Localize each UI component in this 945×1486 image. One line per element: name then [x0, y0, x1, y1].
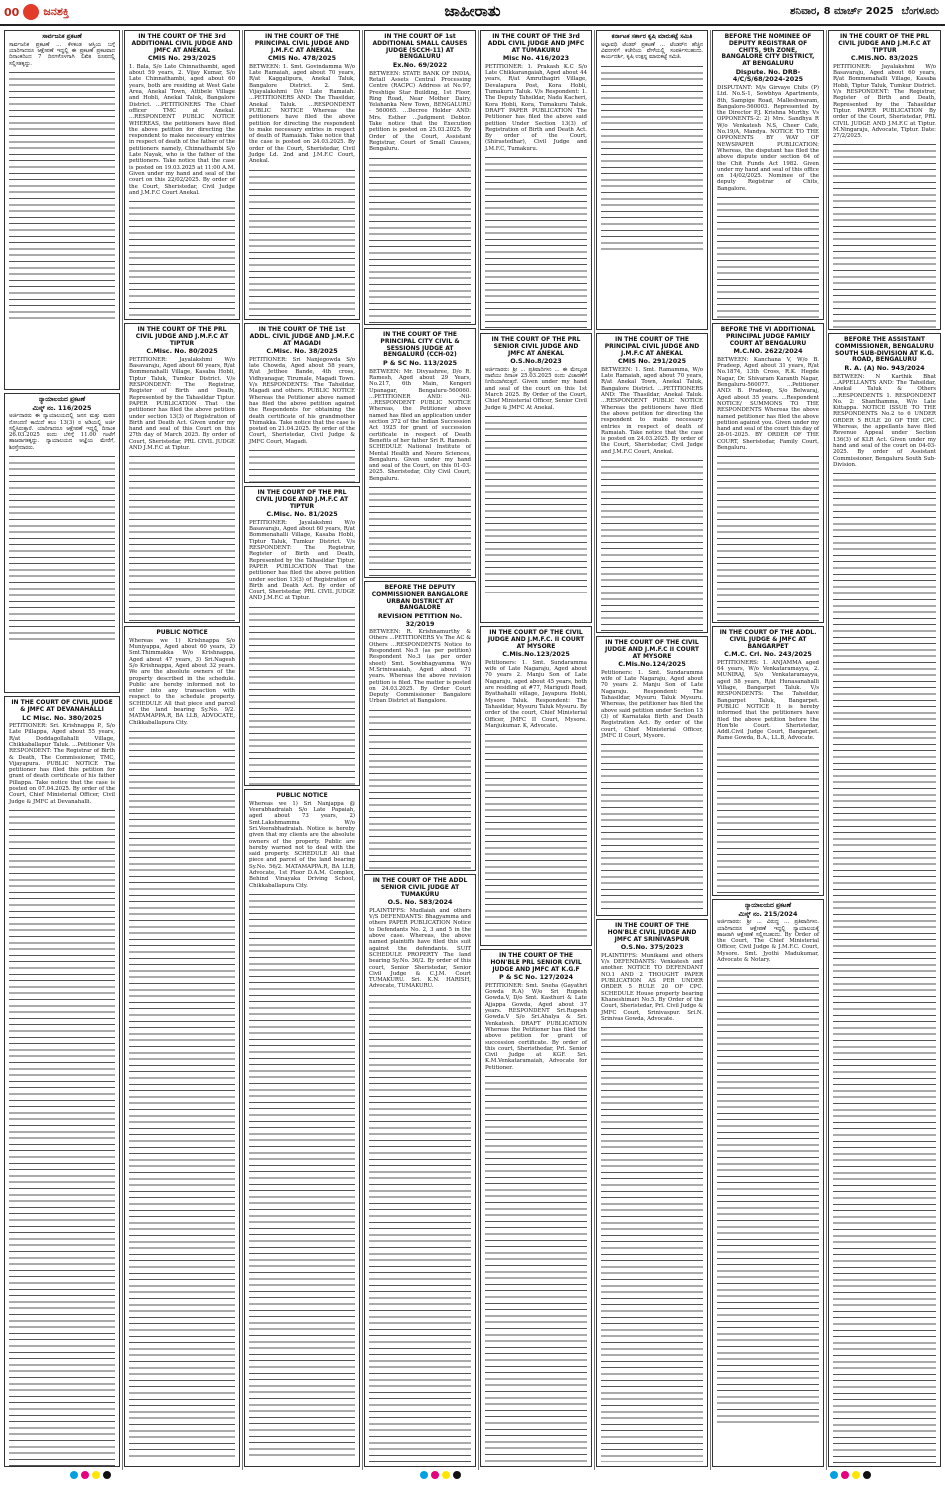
case-number: R. A. (A) No. 943/2024 — [844, 364, 925, 373]
fine-print-lines — [601, 741, 703, 911]
column-rule — [242, 30, 243, 1470]
column-rule — [594, 30, 595, 1470]
legal-notice — [244, 789, 360, 1467]
case-number: CMIS No. 291/2025 — [617, 357, 687, 366]
case-number: C.Misc. No. 80/2025 — [146, 347, 218, 356]
fine-print-lines — [249, 891, 355, 1459]
notice-body: BETWEEN: 1. Smt. Ramamma, W/o Late Ramaiah, aged about 70 years, R/at Anekal Town, Anekal Taluk, Bangalore District. ...PETITIONERS AND: The Thasildar, Anekal Taluk. ...RESPONDENT PUBLIC NOTICE Whereas the petitioners have filed the above petition for directing the respondent to make necessary entries in respect of death of Ramaiah. Take notice that the case is posted on 24.03.2025. By order of the Court, Sheristedar, Civil Judge and J.M.F.C Court, Anekal. — [601, 366, 703, 455]
registration-marks-right — [830, 1471, 871, 1479]
case-number: ಮಿಸ್ಕ್ ನಂ. 215/2024 — [738, 909, 798, 918]
legal-notice — [244, 30, 360, 320]
column-rule — [362, 30, 363, 1470]
notice-body: BETWEEN: N Karthik Bhat ...APPELLANTS AND: The Tahsildar, Anekal Taluk & Others ...RESPONDENTS 1. RESPONDENT No. 2: Shanthamma, W/o Late Kittappa. NOTICE ISSUE TO THE RESPONDENTS No.2 to 6 UNDER ORDER 5 RULE 20 OF THE CPC. Whereas, the appellants have filed Revenue Appeal under Section 136(3) of KLR Act. Given under my hand and seal of the court on 04-03-2025. By order of Assistant Commissioner, Bengaluru South Sub-Division. — [833, 373, 936, 468]
legal-notice — [712, 30, 824, 320]
court-heading: ಕರ್ನಾಟಕ ಸರ್ಕಾರ ಕೃಷಿ ಮಾರುಕಟ್ಟೆ ಸಮಿತಿ — [611, 33, 693, 40]
case-number: P & SC No. 127/2024 — [498, 973, 574, 982]
court-heading: IN THE COURT OF THE 1st ADDL. CIVIL JUDGE AND J.M.F.C AT MAGADI — [249, 326, 355, 347]
legal-notice — [244, 486, 360, 786]
registration-marks-left — [70, 1471, 111, 1479]
court-heading: IN THE COURT OF THE ADDL. CIVIL JUDGE & JMFC AT BANGARPET — [719, 629, 817, 650]
legal-notice — [364, 581, 476, 871]
legal-notice — [712, 899, 824, 1467]
fine-print-lines — [129, 728, 235, 1459]
court-heading: ಸಾರ್ವಜನಿಕ ಪ್ರಕಟಣೆ — [42, 33, 82, 40]
case-number: C.Mis.No.124/2025 — [618, 660, 686, 669]
legal-notice — [244, 323, 360, 483]
case-number: CMIS No. 478/2025 — [267, 54, 337, 63]
court-heading: IN THE COURT OF 1st ADDITIONAL SMALL CAUSES JUDGE (SCCH-11) AT BENGALURU — [372, 33, 468, 61]
case-number: C.Misc. No. 81/2025 — [266, 510, 338, 519]
legal-notice — [828, 30, 941, 330]
court-heading: BEFORE THE VI ADDITIONAL PRINCIPAL JUDGE FAMILY COURT AT BENGALURU — [720, 326, 816, 347]
notice-body: BETWEEN: Mr. Divyashree, D/o R. Ramesh, Aged about 29 Years, No.217, 6th Main, Kengeri Upanagar, Bengaluru-560060. ...PETITIONER AND: -Nil- ...RESPONDENT PUBLIC NOTICE Whereas, the Petitioner above named has filed an application under section 372 of the Indian Succession Act 1925 for grant of succession certificate in respect of Death Benefits of her father Sri R. Ramesh. SCHEDULE National Institute of Mental Health and Neuro Sciences, Bengaluru. Given under my hand and seal of the Court, on this 01-03-2025. Sheristedar, City Civil Court, Bengaluru. — [369, 368, 471, 482]
notice-body: PETITIONER: Jayalakshmi W/o Basavaraju, Aged about 60 years, R/at Bommenahalli Village, Kasaba Hobli, Tiptur Taluk, Tumkur District. V/s RESPONDENT: The Registrar, Register of Birth and Death, Represented by the Tahasildar Tiptur. PAPER PUBLICATION That the petitioner has filed the above petition under section 13(3) of Registration of Birth and Death Act. By order of Court, Sheristedar, PRL CIVIL JUDGE AND J.M.F.C at Tiptur. — [249, 519, 355, 602]
column-3 — [244, 30, 360, 1470]
legal-notice — [596, 636, 708, 916]
legal-notice — [712, 323, 824, 623]
court-heading: BEFORE THE ASSISTANT COMMISSIONER, BENGALURU SOUTH SUB-DIVISION AT K.G. ROAD, BENGALURU — [834, 336, 935, 364]
legal-notice — [480, 626, 592, 946]
fine-print-lines — [369, 992, 471, 1467]
court-heading: IN THE COURT OF THE PRL CIVIL JUDGE AND J.M.F.C AT TIPTUR — [255, 489, 349, 510]
column-7 — [712, 30, 824, 1470]
notice-body: PETITIONER: Smt. Sneha (Gayathri Gowda R.A) W/o Sri Rupesh Gowda.V, D/o Smt. Kasthuri & Late Ajjappa Gowda, Aged about 37 years. RESPONDENT Sri.Rupesh Gowda.V S/o Sri.Ahalya & Sri. Venkatesh. DRAFT PUBLICATION Whereas the Petitioner has filed the above petition for grant of succession certificate. By order of this court, Sheristhedar, Prl. Senior Civil Judge at KGF. Sri. K.M.Venkataramaiah, Advocate for Petitioner. — [485, 982, 587, 1071]
case-number: O.S.No. 375/2023 — [620, 943, 684, 952]
fine-print-lines — [9, 453, 115, 643]
notice-body: PETITIONERS: 1. ANJAMMA aged 64 years, W/o Venkataramayya, 2. MUNIRAJ, S/o Venkataramayya, aged 58 years, R/at Hunasanahalli Village, Bangarpet Taluk. V/s RESPONDENTS: The Tahsildar, Bangarpet Taluk, Bangarpet. PUBLIC NOTICE It is hereby informed that the petitioners have filed the above petition before the Hon'ble Court. Sheristedar, Addl.Civil Judge Court, Bangarpet. Rame Gowda, B.A., LL.B, Advocate. — [717, 659, 819, 742]
legal-notice — [124, 626, 240, 1467]
legal-notice — [4, 696, 120, 1467]
notice-body: ಅರ್ಜಿದಾರರು ಈ ನ್ಯಾಯಾಲಯದಲ್ಲಿ ಜನನ ಮತ್ತು ಮರಣ ನೋಂದಣಿ ಕಾಯಿದೆ ಕಲಂ 13(3) ರ ಅಡಿಯಲ್ಲಿ ಅರ್ಜಿ ಸಲ್ಲಿಸಿರುತ್ತಾರೆ. ಯಾರಿಗಾದರೂ ಆಕ್ಷೇಪಣೆ ಇದ್ದಲ್ಲಿ ದಿನಾಂಕ 26.03.2025 ರಂದು ಬೆಳಿಗ್ಗೆ 11.00 ಗಂಟೆಗೆ ಹಾಜರಾಗತಕ್ಕದ್ದು. ನ್ಯಾಯಾಲಯದ ಆಜ್ಞೆಯ ಮೇರೆಗೆ, ಶಿರಸ್ತೇದಾರರು. — [9, 413, 115, 451]
column-rule — [826, 30, 827, 1470]
fine-print-lines — [601, 457, 703, 633]
court-heading: ನ್ಯಾಯಾಲಯದ ಪ್ರಕಟಣೆ — [38, 396, 86, 403]
column-6 — [596, 30, 708, 1470]
fine-print-lines — [717, 453, 819, 623]
legal-notice — [480, 30, 592, 330]
case-number: C.M.C. Crl. No. 243/2025 — [724, 650, 812, 659]
court-heading: IN THE COURT OF THE PRL CIVIL JUDGE AND J.M.F.C AT TIPTUR — [838, 33, 931, 54]
fine-print-lines — [369, 484, 471, 578]
court-heading: IN THE COURT OF THE ADDL SENIOR CIVIL JUDGE AT TUMAKURU — [372, 877, 468, 898]
case-number: C.MIS.NO. 83/2025 — [850, 54, 919, 63]
case-number: Dispute. No. DRB-4/C/S/68/2024-2025 — [732, 67, 804, 84]
court-heading: IN THE COURT OF THE HON'BLE CIVIL JUDGE AND JMFC AT SRINIVASPUR — [607, 922, 697, 943]
notice-body: PETITIONER: Jayalakshmi W/o Basavaraju, Aged about 60 years, R/at Bommenahalli Village, Kasaba Hobli, Tiptur Taluk, Tumkur District. V/s RESPONDENT: The Registrar, Register of Birth and Death, Represented by the Tahasildar Tiptur. PAPER PUBLICATION By order of the Court, Sheristedar, PRL CIVIL JUDGE AND J.M.F.C at Tiptur. M.Ningaraju, Advocate, Tiptur. Date: 27/2/2025. — [833, 63, 936, 140]
court-heading: IN THE COURT OF CIVIL JUDGE & JMFC AT DEVANAHALLI — [11, 699, 113, 713]
court-heading: IN THE COURT OF THE PRL SENIOR CIVIL JUDGE AND JMFC AT ANEKAL — [491, 336, 581, 357]
legal-notice — [596, 30, 708, 330]
case-number: O.S.No.8/2023 — [510, 357, 562, 366]
case-number: P & SC No. 113/2025 — [382, 359, 458, 368]
case-number: O.S. No. 583/2024 — [387, 898, 453, 907]
column-5 — [480, 30, 592, 1470]
court-heading: PUBLIC NOTICE — [156, 629, 208, 636]
legal-notice — [124, 30, 240, 320]
column-1 — [4, 30, 120, 1470]
fine-print-lines — [601, 1024, 703, 1462]
case-number: M.C.NO. 2622/2024 — [733, 347, 803, 356]
legal-notice — [4, 30, 120, 390]
printer-marks — [0, 1472, 945, 1482]
court-heading: BEFORE THE NOMINEE OF DEPUTY REGISTRAR OF CHITS, 9th ZONE, BANGALORE CITY DISTRICT, AT BENGALURU — [721, 33, 815, 68]
column-8 — [828, 30, 941, 1470]
legal-notice — [596, 919, 708, 1467]
fine-print-lines — [249, 604, 355, 786]
notice-body: PETITIONER: Sri Nanjegowda S/o late Chowda, Aged about 58 years, R/at Jetthee Bande, 4th cross, Vidhyanagar, Tirumale, Magadi Town. V/s RESPONDENTS: The Tahsildar, Magadi and others. PUBLIC NOTICE Whereas the Petitioner above named has filed the above petition against the Respondents for obtaining the death certificate of his grandmother Thimakka. Take notice that the case is posted on 21.04.2025. By order of the Court, Sheristedar, Civil Judge & JMFC Court, Magadi. — [249, 356, 355, 445]
notice-body: ಅಲ್ಪಾವಧಿ ಟೆಂಡರ್ ಪ್ರಕಟಣೆ ... ಟೆಂಡರ್‌ನ ಹೆಚ್ಚಿನ ವಿವರಗಳಿಗೆ ಕಚೇರಿಯ ವೇಳೆಯಲ್ಲಿ ಸಂಪರ್ಕಿಸಬಹುದು. ಕಾರ್ಯದರ್ಶಿ, ಕೃಷಿ ಉತ್ಪನ್ನ ಮಾರುಕಟ್ಟೆ ಸಮಿತಿ. — [601, 41, 703, 61]
notice-body: BETWEEN: R. Krishnamurthy & Others ...PETITIONERS Vs The AC & Others ...RESPONDENTS Notice to Respondent No.5 (as per petition) Respondent No.3 (as per order sheet) Smt. Sowbhagyamma W/o M.Srinivasaiah, Aged about 71 years. Whereas the above revision petition is filed. The matter is posted on 24.03.2025. By Order Court Deputy Commissioner Bangalore Urban District at Bangalore. — [369, 629, 471, 705]
issue-date: ಶನಿವಾರ, 8 ಮಾರ್ಚ್ 2025 — [790, 6, 894, 17]
court-heading: IN THE COURT OF THE CIVIL JUDGE AND J.M.F.C II COURT AT MYSORE — [604, 639, 700, 660]
notice-body: Whereas we 1) Krishnappa S/o Muniyappa, Aged about 60 years, 2) Smt.Thimmakka W/o Krishnappa, Aged about 47 years, 3) Sri.Nagesh S/o Krishnappa, Aged about 32 years. We are the absolute owners of the property described in the schedule. Public are hereby informed not to enter into any transaction with respect to the schedule property. SCHEDULE All that piece and parcel of the land bearing Sy.No. 9/2. MATAMAPPA.R, BA LLB, ADVOCATE, Chikkaballapura City. — [129, 637, 235, 726]
column-2 — [124, 30, 240, 1470]
court-heading: IN THE COURT OF THE 3rd ADDITIONAL CIVIL JUDGE AND JMFC AT ANEKAL — [131, 33, 233, 54]
newspaper-name: ಜನಶಕ್ತಿ — [43, 5, 69, 18]
legal-notice — [828, 333, 941, 1467]
fine-print-lines — [717, 744, 819, 896]
page-number: 00 — [4, 5, 20, 19]
column-rule — [478, 30, 479, 1470]
legal-notice — [596, 333, 708, 633]
fine-print-lines — [601, 63, 703, 253]
fine-print-lines — [717, 194, 819, 320]
notice-body: PETITIONER: 1. Prakash K.C S/o Late Chikkarangaiah, Aged about 44 years, R/at Amruthagiri Village, Devalapura Post, Kora Hobli, Tumakuru Taluk. V/s Respondent: 1. The Deputy Tahsildar, Nada Kacheri, Kora Hobli, Kora, Tumakuru Taluk. DRAFT PAPER PUBLICATION The Petitioner has filed the above said petition Under Section 13(3) of Registration of Birth and Death Act. By order of the Court, (Shirastedhar), Civil Judge and J.M.F.C, Tumakuru. — [485, 63, 587, 152]
case-number: CMIS No. 293/2025 — [147, 54, 217, 63]
notice-body: Whereas we 1) Sri Nanjappa @ Veerabhadraiah S/o Late Papaiah, aged about 73 years, 2) Smt.Lakshmamma W/o Sri.Veerabhadraiah. Notice is hereby given that my clients are the absolute owners of the property. Public are hereby warned not to deal with the said property. SCHEDULE All that piece and parcel of the land bearing Sy.No. 56/2. MATAMAPPA.R, BA LLB, Advocate, 1st Floor D.A.M. Complex, Behind Vinayaka Driving School, Chikkaballapura City. — [249, 800, 355, 889]
court-heading: BEFORE THE DEPUTY COMMISSIONER BANGALORE URBAN DISTRICT AT BANGALORE — [371, 584, 469, 612]
notice-body: Petitioners: 1. Smt. Sundaramma wife of Late Nagaraju, Aged about 70 years 2. Manju Son of Late Nagaraju, aged about 45 years, both are residing at #77, Marigudi Road, Byathahalli village, Jayapura Hobli, Mysore Taluk. Respondent: The Tahasildar, Mysuru Taluk Mysuru. By order of the court, Chief Ministerial Officer, JMFC II Court, Mysore. Manjukumar. K, Advocate. — [485, 659, 587, 729]
case-number: C.Misc. No. 38/2025 — [266, 347, 338, 356]
case-number: Misc No. 416/2023 — [502, 54, 570, 63]
court-heading: IN THE COURT OF THE CIVIL JUDGE AND J.M.F.C. II COURT AT MYSORE — [487, 629, 585, 650]
notice-body: BETWEEN: Kanchana V, W/o B. Pradeep, Aged about 31 years, R/at No.1874, 13th Cross, R.K. Hegde Nagar, Dr. Shivaram Karanth Nagar, Bengaluru-560077. ...Petitioner AND: B. Pradeep, S/o Belwaraj, Aged about 35 years. ...Respondent NOTICE/ SUMMONS TO THE RESPONDENTS Whereas the above named petitioner has filed the above petition against you. Given under my hand and seal of the court this day of 28-01-2025. BY ORDER OF THE COURT, Sheristedar, Family Court, Bengaluru. — [717, 356, 819, 452]
notice-body: PLAINTIFFS: Mudlaiah and others V/S DEFENDANTS: Bhagyamma and others PAPER PUBLICATION Notice to Defendants No. 2, 3 and 5 in the above case. Whereas, the above named plaintiffs have filed this suit against the defendants. SUIT SCHEDULE PROPERTY The land bearing Sy.No. 36/2. By order of this court, Senior Sheristedar, Senior Civil Judge & C.J.M. Court TUMAKURU. Sri. K.N. HARISH, Advocate, TUMAKURU. — [369, 907, 471, 990]
fine-print-lines — [9, 807, 115, 1467]
fine-print-lines — [249, 167, 355, 320]
legal-notice — [364, 30, 476, 325]
masthead-right — [790, 6, 939, 17]
legal-notice — [480, 949, 592, 1467]
court-heading: IN THE COURT OF THE 3rd ADDL CIVIL JUDGE AND JMFC AT TUMAKURU — [487, 33, 585, 54]
legal-notice — [364, 328, 476, 578]
case-number: C.Mis.No.123/2025 — [502, 650, 570, 659]
column-rule — [710, 30, 711, 1470]
fine-print-lines — [833, 141, 936, 330]
court-heading: IN THE COURT OF THE HON'BLE PRL SENIOR CIVIL JUDGE AND JMFC AT K.G.F — [490, 952, 582, 973]
notice-grid — [4, 30, 941, 1470]
legal-notice — [712, 626, 824, 896]
court-heading: IN THE COURT OF THE PRINCIPAL CIVIL JUDGE AND J.M.F.C AT ANEKAL — [604, 336, 700, 357]
registration-marks-center — [420, 1471, 461, 1479]
notice-body: PETITIONER: Jayalakshmi W/o Basavaraju, Aged about 60 years, R/at Bommenahalli Village, Kasaba Hobli, Tiptur Taluk, Tumkur District. V/s RESPONDENT: The Registrar, Register of Birth and Death, Represented by the Tahasildar Tiptur. PAPER PUBLICATION That the petitioner has filed the above petition under section 13(3) of Registration of Birth and Death Act. Given under my hand and seal of this Court on this 27th day of March 2025. By order of Court, Sheristedar, PRL CIVIL JUDGE AND J.M.F.C at Tiptur. — [129, 356, 235, 452]
case-number: REVISION PETITION No. 32/2019 — [377, 612, 463, 628]
fine-print-lines — [485, 154, 587, 330]
notice-body: DISPUTANT: M/s Girvaye Chits (P) Ltd. No.S-1, Sowbhya Apartments, 8th, Sampige Road, Malleshwaram, Bangalore-560003. Represented by the Director P.J. Krishna Murthy. Vs OPPONENTS-2: 2) Mrs. Sandhya R W/o Venkatesh N.S, Cheer Cafe, No.19/A, Mandya. NOTICE TO THE OPPONENTS BY WAY OF NEWSPAPER PUBLICATION: Whereas, the disputant has filed the above dispute under section 64 of the Chit Funds Act 1982. Given under my hand and seal of this office on 14/02/2025. Nominee of the deputy Registrar of Chits, Bangalore. — [717, 84, 819, 192]
fine-print-lines — [485, 1073, 587, 1467]
notice-body: BETWEEN: STATE BANK OF INDIA, Retail Assets Central Processing Centre (RACPC) Address at No.97, Preshtige Star Building, 1st Floor, Ring Road, Near Mother Dairy, Yelahanka New Town, BENGALURU - 560065. ...Decree Holder AND: Mrs. Esther ...Judgment Debtor. Take notice that the Execution petition is posted on 25.03.2025. By Order of the Court, Assistant Registrar, Court of Small Causes, Bengaluru. — [369, 70, 471, 153]
notice-body: ಅರ್ಜಿದಾರರು: ಶ್ರೀ ... ಪ್ರತಿವಾದಿಗಳು ... ಈ ಮೇಲ್ಕಂಡ ದಾವೆಯು ದಿನಾಂಕ 25.03.2025 ರಂದು ವಿಚಾರಣೆಗೆ ನಿಗದಿಯಾಗಿರುತ್ತದೆ. Given under my hand and seal of the court on this 1st March 2025. By Order of the Court, Chief Ministerial Officer, Senior Civil Judge & JMFC At Anekal. — [485, 366, 587, 411]
court-heading: IN THE COURT OF THE PRINCIPAL CITY CIVIL & SESSIONS JUDGE AT BENGALURU (CCH-02) — [380, 331, 460, 359]
case-number: LC Misc. No. 380/2025 — [22, 713, 102, 722]
fine-print-lines — [833, 470, 936, 1467]
fine-print-lines — [485, 731, 587, 941]
fine-print-lines — [129, 198, 235, 320]
court-heading: PUBLIC NOTICE — [276, 792, 328, 799]
court-heading: IN THE COURT OF THE PRL CIVIL JUDGE AND J.M.F.C AT TIPTUR — [135, 326, 229, 347]
legal-notice — [364, 874, 476, 1467]
masthead — [0, 0, 945, 26]
notice-body: Petitioners: 1. Smt. Sundaramma wife of Late Nagaraju, Aged about 70 years 2. Manju Son of Late Nagaraju. Respondent: The Tahasildar, Mysuru Taluk Mysuru. Whereas, the petitioner has filed the above said petition under Section 13 (3) of Karnataka Birth and Death Registration Act. By order of the court, Chief Ministerial Officer, JMFC II Court, Mysore. — [601, 669, 703, 739]
case-number: ಮಿಸ್ಕ್ ನಂ. 116/2025 — [32, 403, 92, 412]
notice-body: PETITIONER: Sri. Krishnappa P., S/o Late Pillappa, Aged about 55 years, R/at Doddagollahalli Village, Chikkaballapur Taluk. ...Petitioner V/s RESPONDENT: The Registrar of Birth & Death, The Commissioner, TMC, Vijayapura. PUBLIC NOTICE The petitioner has filed this petition for grant of death certificate of his father Pillappa. Take notice that the case is posted on 07.04.2025. By order of the Court, Chief Ministerial Officer, Civil Judge & JMFC at Devanahalli. — [9, 723, 115, 805]
notice-body: BETWEEN: 1. Smt. Govindamma W/o Late Ramaiah, aged about 70 years, R/at Kaggalipura, Anekal Taluk, Bangalore District. 2. Smt. Vijayalakshmi D/o Late Ramaiah. ...PETITIONERS AND: The Thasildar, Anekal Taluk. ...RESPONDENT PUBLIC NOTICE Whereas the petitioners have filed the above petition for directing the respondent to make necessary entries in respect of death of Ramaiah. Take notice that the case is posted on 24.03.2025. By order of the Court, Sheristedar, Civil Judge Ld. 2nd and J.M.F.C Court, Anekal. — [249, 63, 355, 165]
court-heading: IN THE COURT OF THE PRINCIPAL CIVIL JUDGE AND J.M.F.C AT ANEKAL — [254, 33, 350, 54]
notice-body: ಸಾರ್ವಜನಿಕ ಪ್ರಕಟಣೆ ... ಕೆಳಕಂಡ ಆಸ್ತಿಯ ಬಗ್ಗೆ ಯಾರಿಗಾದರೂ ಆಕ್ಷೇಪಣೆ ಇದ್ದಲ್ಲಿ ಈ ಪ್ರಕಟಣೆ ಪ್ರಕಟವಾದ ದಿನಾಂಕದಿಂದ 7 ದಿನಗಳೊಳಗಾಗಿ ಲಿಖಿತ ರೂಪದಲ್ಲಿ ಸಲ್ಲಿಸತಕ್ಕದ್ದು. — [9, 41, 115, 67]
notice-body: PLAINTIFFS: Munikami and others V/s DEFENDANTS: Venkatesh and another. NOTICE TO DEFENDANT NO.1 AND 2 THOUGHT PAPER PUBLICATION AS PER UNDER ORDER 5 RULE 20 OF CPC. SCHEDULE House property bearing Khaneshimari No.5. By Order of the Court, Sheristedar, Prl. Civil Judge & JMFC Court, Srinivaspur. Sri.N. Srinivas Gowda, Advocate. — [601, 952, 703, 1022]
legal-notice — [124, 323, 240, 623]
fine-print-lines — [369, 155, 471, 325]
legal-notice — [4, 393, 120, 693]
fine-print-lines — [485, 413, 587, 593]
section-title: ಜಾಹೀರಾತು — [444, 2, 501, 20]
notice-body: 1. Bala, S/o Late Chinnathambi, aged about 59 years, 2. Vijay Kumar, S/o Late Chinnathambi, aged about 60 years, both are residing at West Gate Area, Anekal Town, Attibele Village and Hobli, Anekal Taluk, Bangalore District. ...PETITIONERS The Chief officer TMC at Anekal. ...RESPONDENT PUBLIC NOTICE WHEREAS, the petitioners have filed the above petition for directing the respondent to make necessary entries in respect of death of the father of the petitioners namely, Chinnathambi S/o Late Nayak, who is the father of the petitioners. Take notice that the case is posted on 19.03.2025 at 11:00 A.M. Given under my hand and seal of the court on this 22/02/2025. By order of the Court, Sheristedar, Civil Judge and J.M.F.C Court Anekal. — [129, 63, 235, 196]
fine-print-lines — [129, 453, 235, 623]
fine-print-lines — [9, 69, 115, 319]
court-heading: ನ್ಯಾಯಾಲಯದ ಪ್ರಕಟಣೆ — [744, 902, 792, 909]
issue-city: ಬೆಂಗಳೂರು — [901, 6, 939, 17]
notice-body: ಅರ್ಜಿದಾರರು: ಶ್ರೀ ... ವಿರುದ್ಧ ... ಪ್ರತಿವಾದಿಗಳು. ಯಾರಿಗಾದರೂ ಆಕ್ಷೇಪಣೆ ಇದ್ದಲ್ಲಿ ನ್ಯಾಯಾಲಯಕ್ಕೆ ಹಾಜರಾಗಿ ಆಕ್ಷೇಪಣೆ ಸಲ್ಲಿಸಬಹುದು. By Order of the Court, The Chief Ministerial Officer, Civil Judge & J.M.F.C. Court, Mysore. Smt. Jyothi Madukumar, Advocate & Notary. — [717, 919, 819, 964]
fine-print-lines — [249, 447, 355, 483]
fine-print-lines — [717, 965, 819, 1423]
legal-notice — [480, 333, 592, 623]
column-rule — [122, 30, 123, 1470]
column-4 — [364, 30, 476, 1470]
case-number: Ex.No. 69/2022 — [392, 61, 448, 70]
fine-print-lines — [369, 707, 471, 871]
